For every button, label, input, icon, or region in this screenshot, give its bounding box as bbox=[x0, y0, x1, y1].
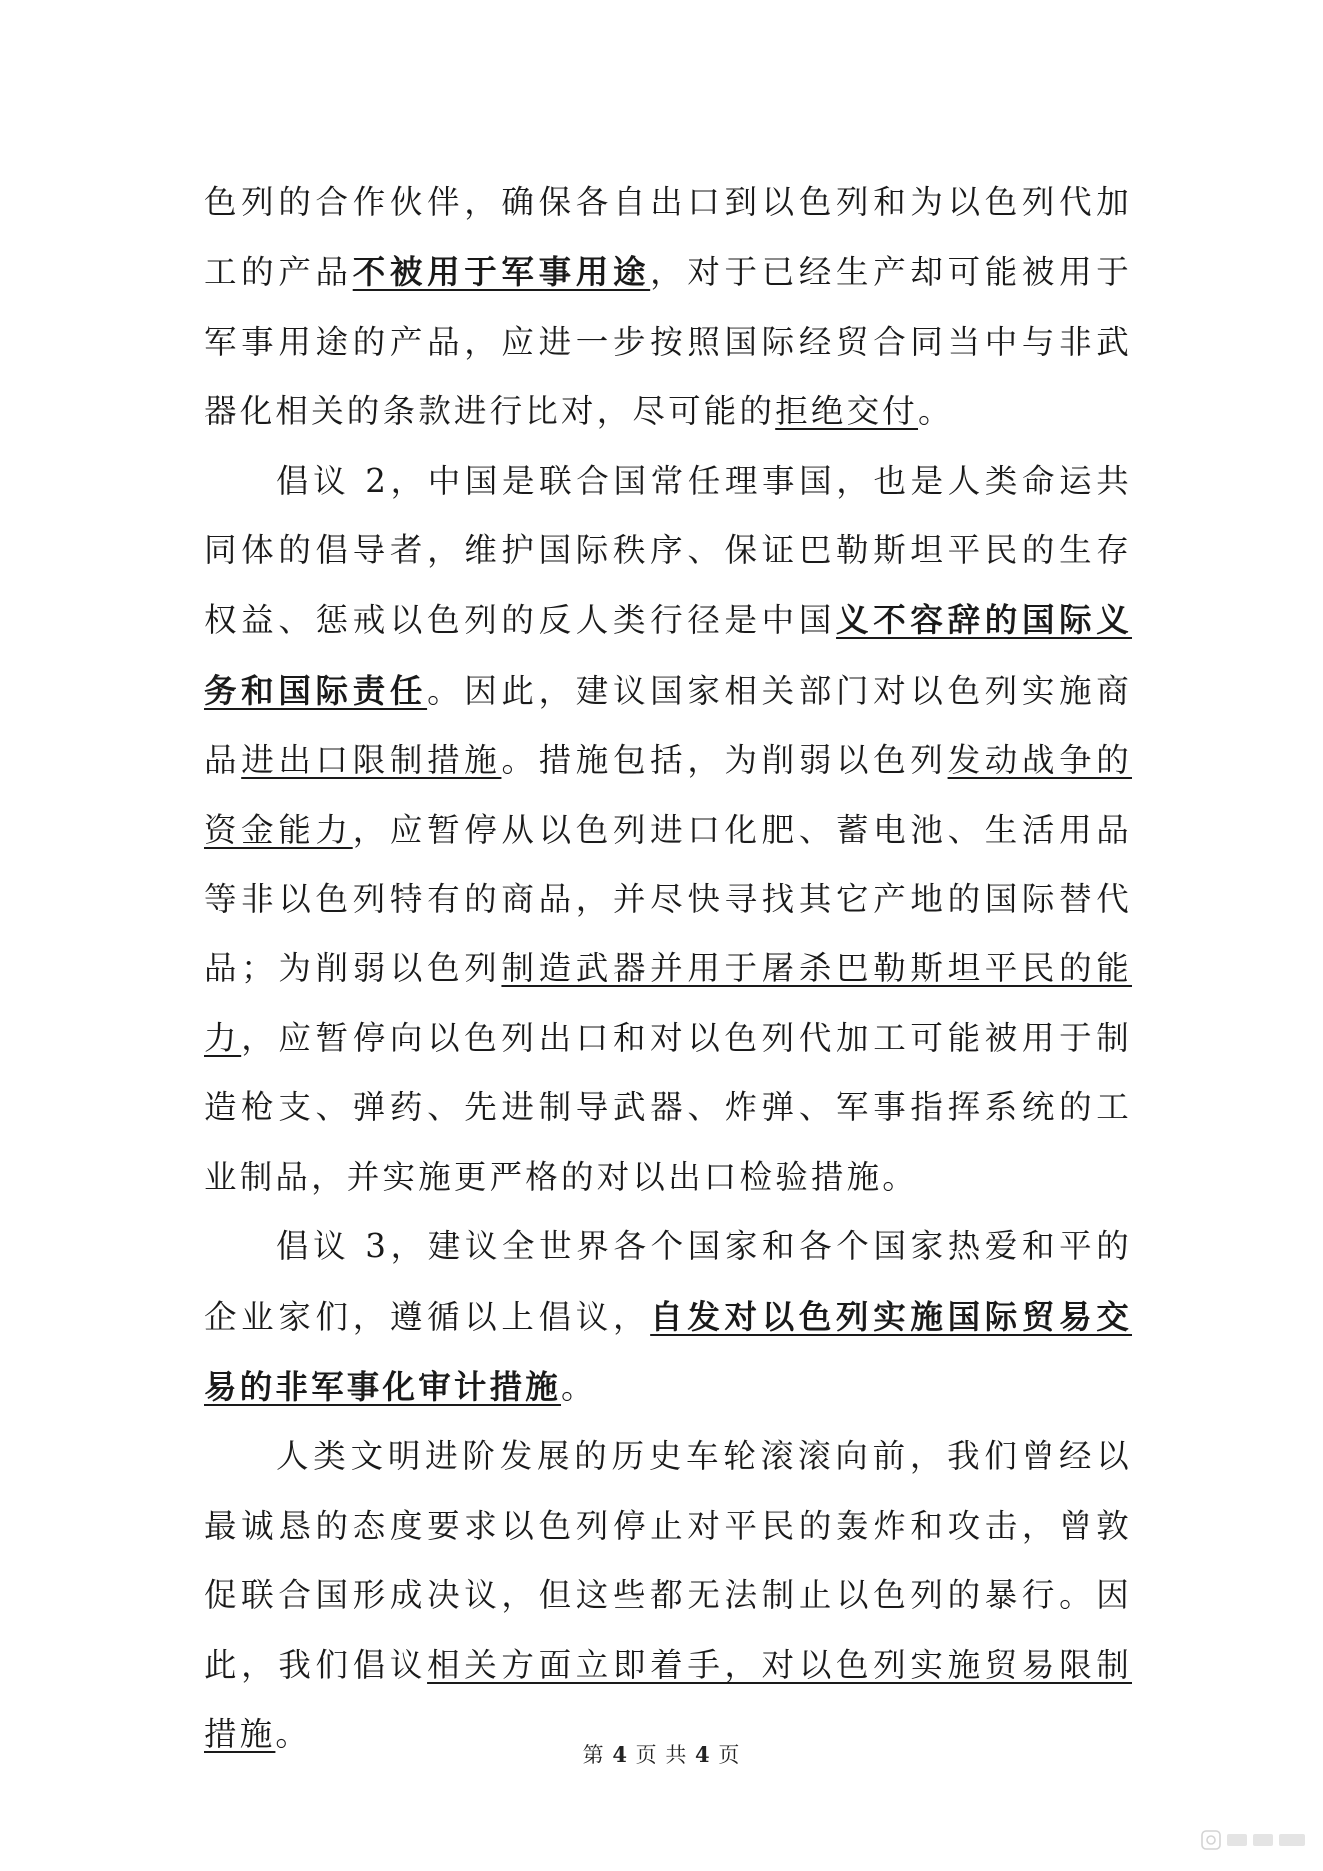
footer-total-pages: 4 bbox=[695, 1742, 711, 1767]
underlined-emphasis-text: 义不容辞的国际义务和国际责任 bbox=[204, 600, 1132, 710]
paragraph-text: ，对于已经生产却可能被用于军事用途的产品，应进一步按照国际经贸合同当中与非武器化相关的条款进行比对，尽可能的 bbox=[204, 253, 1132, 431]
underlined-emphasis-text: 发动战争的资金能力 bbox=[204, 741, 1132, 849]
underlined-emphasis-text: 进出口限制措施 bbox=[241, 741, 502, 780]
paragraph-text: 人类文明进阶发展的历史车轮滚滚向前，我们曾经以最诚恳的态度要求以色列停止对平民的轰炸和攻击，曾敦促联合国形成决议，但这些都无法制止以色列的暴行。因此，我们倡议 bbox=[204, 1437, 1132, 1684]
paragraph-text: 色列的合作伙伴，确保各自出口到以色列和为以色列代加工的产品 bbox=[204, 183, 1132, 292]
underlined-emphasis-text: 拒绝交付 bbox=[775, 392, 919, 431]
paragraph-text: ，应暂停向以色列出口和对以色列代加工可能被用于制造枪支、弹药、先进制导武器、炸弹、军事指挥系统的工业制品，并实施更严格的对以出口检验措施。 bbox=[204, 1018, 1132, 1196]
underlined-emphasis-text: 制造武器并用于屠杀巴勒斯坦平民的能力 bbox=[204, 949, 1132, 1057]
document-body bbox=[204, 168, 1132, 1769]
paragraph-text: 。 bbox=[918, 392, 954, 431]
paragraph-text: 倡议 3，建议全世界各个国家和各个国家热爱和平的企业家们，遵循以上倡议， bbox=[204, 1227, 1132, 1336]
paragraph-text: 。措施包括，为削弱以色列 bbox=[501, 741, 948, 780]
footer-middle: 页 共 bbox=[635, 1743, 688, 1767]
paragraph-4 bbox=[204, 1422, 1132, 1769]
paragraph-text: 。 bbox=[275, 1714, 312, 1753]
paragraph-text: 。 bbox=[561, 1367, 597, 1406]
footer-suffix: 页 bbox=[718, 1743, 741, 1767]
paragraph-3 bbox=[204, 1212, 1132, 1422]
paragraph-2 bbox=[204, 447, 1132, 1212]
underlined-emphasis-text: 不被用于军事用途 bbox=[352, 252, 651, 292]
paragraph-text: ，应暂停从以色列进口化肥、蓄电池、生活用品等非以色列特有的商品，并尽快寻找其它产地的国际替代品；为削弱以色列 bbox=[204, 810, 1132, 988]
underlined-emphasis-text: 自发对以色列实施国际贸易交易的非军事化审计措施 bbox=[204, 1296, 1132, 1406]
paragraph-1 bbox=[204, 168, 1132, 447]
watermark-logo bbox=[1201, 1827, 1307, 1853]
underlined-emphasis-text: 相关方面立即着手，对以色列实施贸易限制措施 bbox=[204, 1645, 1132, 1753]
paragraph-text: 。因此，建议国家相关部门对以色列实施商品 bbox=[204, 671, 1132, 780]
footer-page-number: 4 bbox=[612, 1742, 628, 1767]
paragraph-text: 倡议 2，中国是联合国常任理事国，也是人类命运共同体的倡导者，维护国际秩序、保证巴勒斯坦平民的生存权益、惩戒以色列的反人类行径是中国 bbox=[204, 461, 1132, 640]
footer-prefix: 第 bbox=[582, 1743, 605, 1767]
page-footer bbox=[0, 1739, 1323, 1769]
